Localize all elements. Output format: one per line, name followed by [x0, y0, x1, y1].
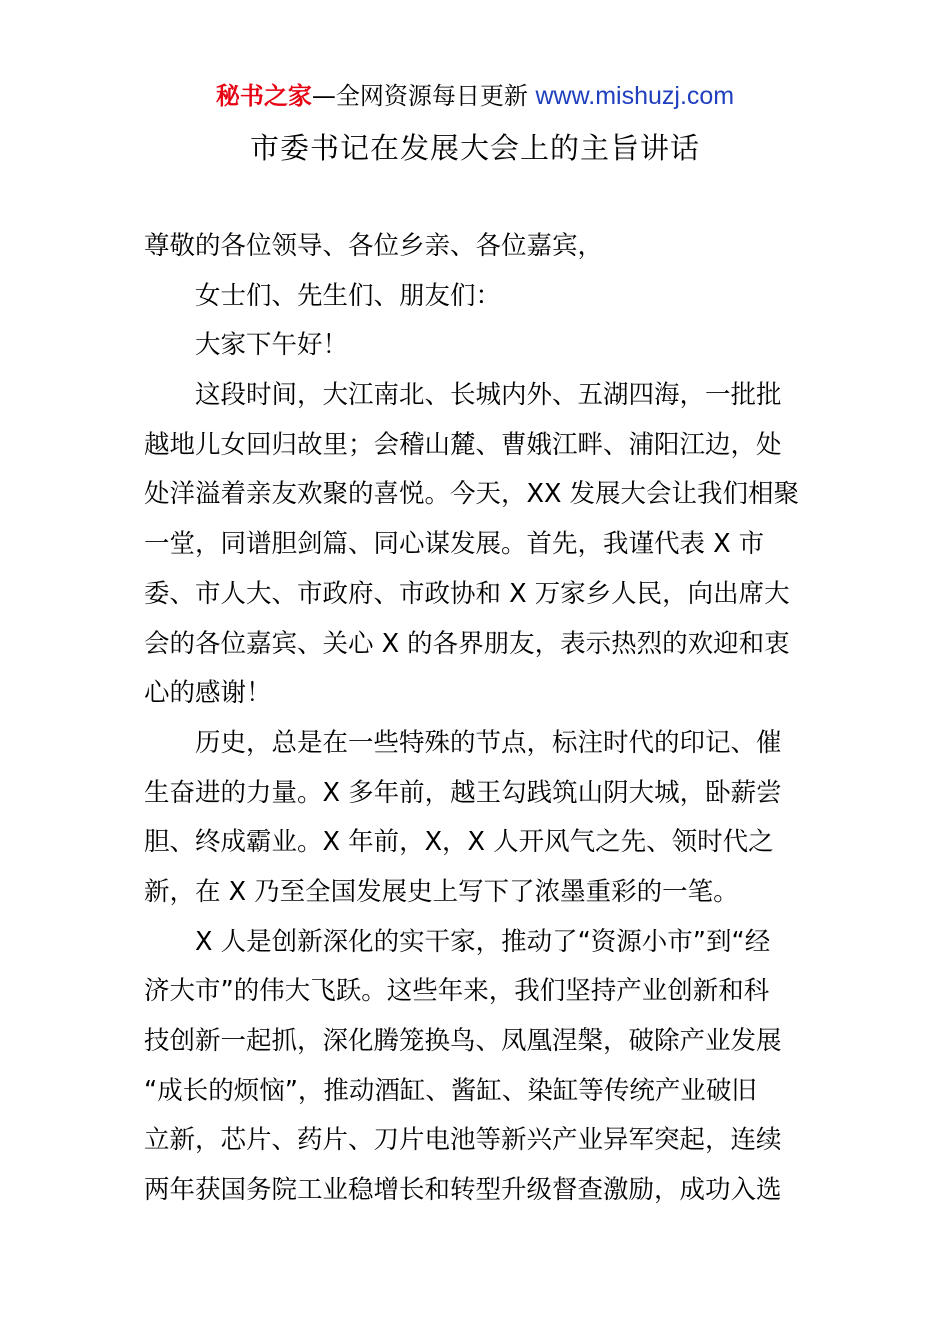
paragraph-line: 新，在 X 乃至全国发展史上写下了浓墨重彩的一笔。 [144, 876, 739, 907]
paragraph-line: 技创新一起抓，深化腾笼换鸟、凤凰涅槃，破除产业发展 [144, 1026, 782, 1056]
paragraph-line: 立新，芯片、药片、刀片电池等新兴产业异军突起，连续 [144, 1125, 782, 1156]
paragraph-line: 委、市人大、市政府、市政协和 X 万家乡人民，向出席大 [144, 578, 790, 609]
paragraph-line: 生奋进的力量。X 多年前，越王勾践筑山阴大城，卧薪尝 [144, 777, 782, 808]
site-header [0, 80, 950, 112]
site-brand: 秘书之家 [215, 82, 312, 110]
document-title: 市委书记在发展大会上的主旨讲话 [249, 131, 700, 165]
paragraph-line: 胆、终成霸业。X 年前，X，X 人开风气之先、领时代之 [144, 827, 774, 858]
paragraph-line: 心的感谢！ [144, 678, 272, 709]
greeting-line: 大家下午好！ [195, 330, 349, 361]
paragraph-line: 越地儿女回归故里；会稽山麓、曹娥江畔、浦阳江边，处 [144, 429, 782, 460]
salutation-line: 尊敬的各位领导、各位乡亲、各位嘉宾， [144, 231, 604, 261]
site-tagline: —全网资源每日更新 [311, 82, 536, 110]
paragraph-line: “成长的烦恼”，推动酒缸、酱缸、染缸等传统产业破旧 [144, 1075, 757, 1106]
site-url-link[interactable]: www.mishuzj.com [535, 82, 735, 110]
paragraph-line: 处洋溢着亲友欢聚的喜悦。今天，XX 发展大会让我们相聚 [144, 479, 800, 510]
paragraph-line: 济大市”的伟大飞跃。这些年来，我们坚持产业创新和科 [144, 976, 770, 1007]
paragraph-line: 两年获国务院工业稳增长和转型升级督查激励，成功入选 [144, 1175, 782, 1206]
paragraph-line: 历史，总是在一些特殊的节点，标注时代的印记、催 [195, 727, 782, 758]
paragraph-line: 一堂，同谱胆剑篇、同心谋发展。首先，我谨代表 X 市 [144, 529, 765, 560]
salutation-line: 女士们、先生们、朋友们： [195, 280, 502, 311]
document-body [144, 222, 806, 1216]
paragraph-line: X 人是创新深化的实干家，推动了“资源小市”到“经 [195, 926, 771, 957]
paragraph-line: 这段时间，大江南北、长城内外、五湖四海，一批批 [195, 380, 782, 411]
paragraph-line: 会的各位嘉宾、关心 X 的各界朋友，表示热烈的欢迎和衷 [144, 628, 790, 659]
